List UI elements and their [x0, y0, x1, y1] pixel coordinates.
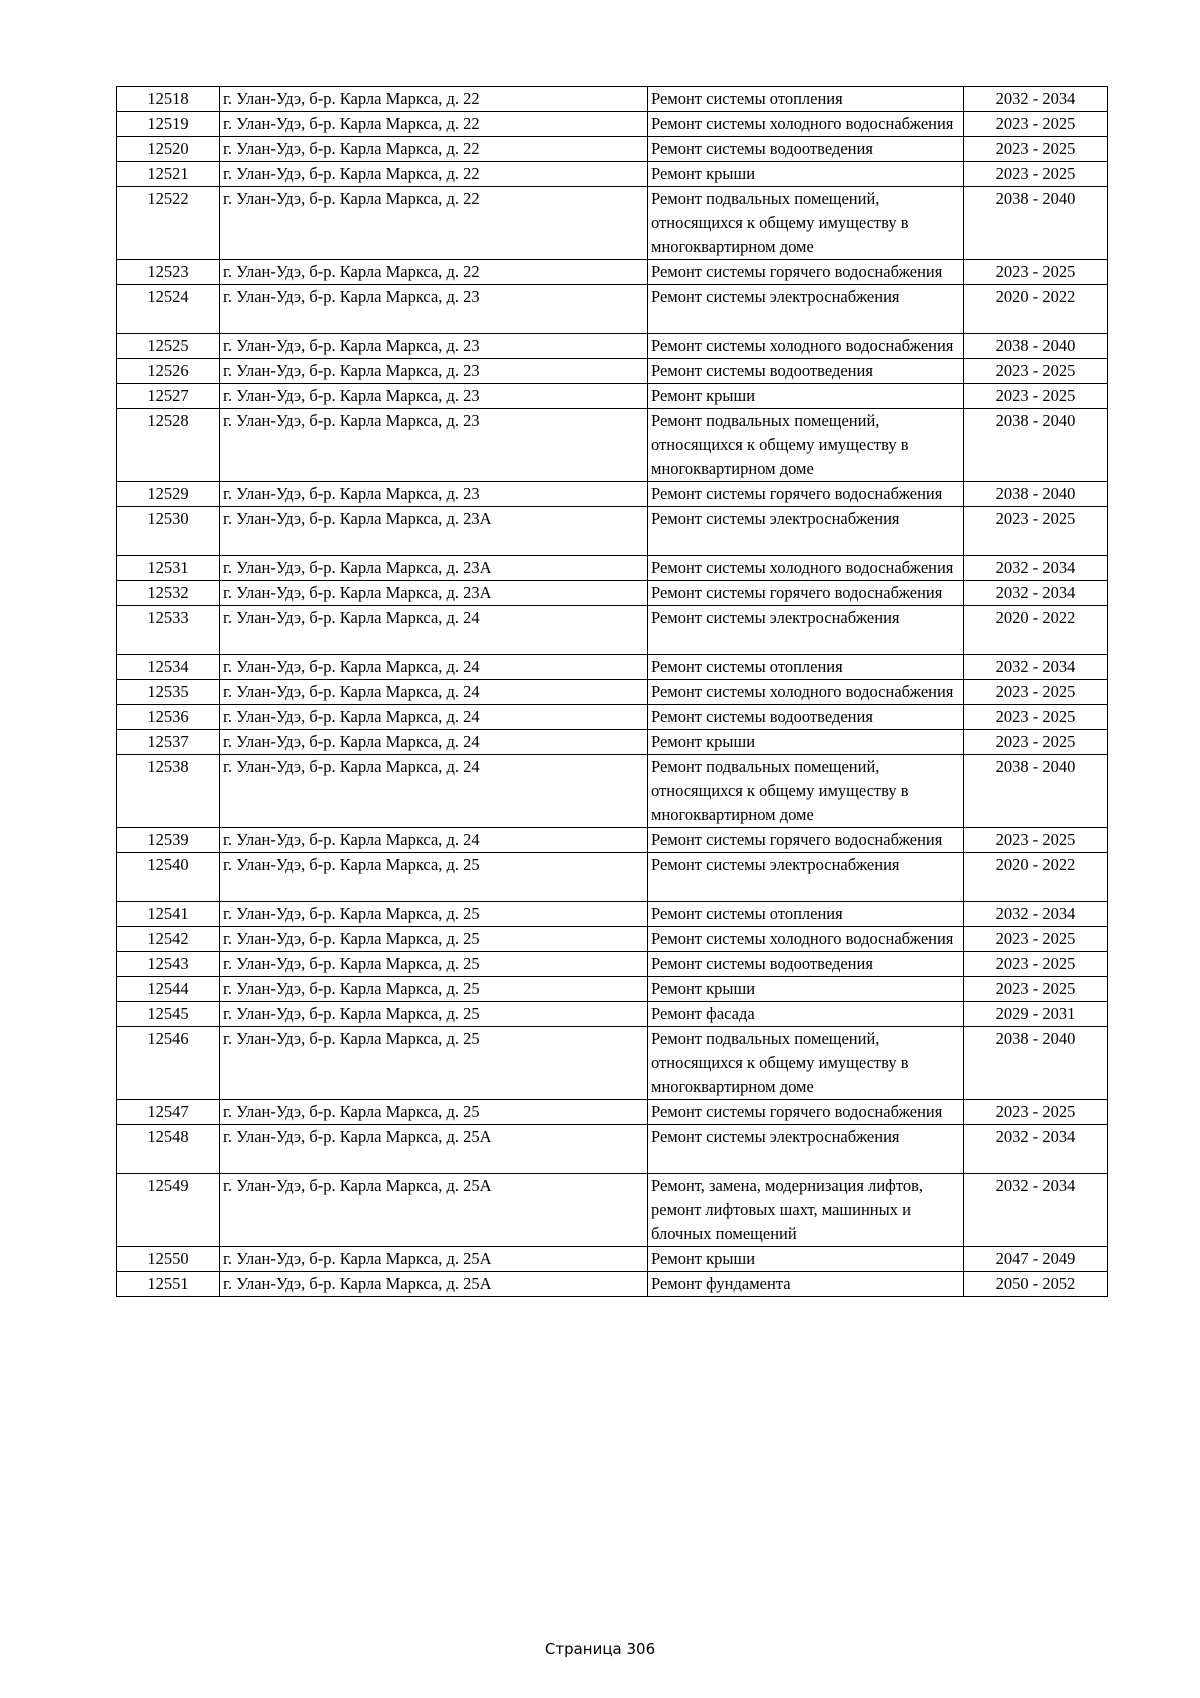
row-address: г. Улан-Удэ, б-р. Карла Маркса, д. 24	[220, 680, 648, 705]
row-number: 12526	[117, 359, 220, 384]
row-work-type: Ремонт системы горячего водоснабжения	[648, 482, 964, 507]
row-address: г. Улан-Удэ, б-р. Карла Маркса, д. 25	[220, 1002, 648, 1027]
row-number: 12536	[117, 705, 220, 730]
table-row	[117, 1002, 1108, 1027]
table-row	[117, 285, 1108, 334]
row-period: 2032 - 2034	[964, 655, 1108, 680]
table-row	[117, 902, 1108, 927]
row-period: 2023 - 2025	[964, 680, 1108, 705]
row-address: г. Улан-Удэ, б-р. Карла Маркса, д. 23А	[220, 556, 648, 581]
row-period: 2020 - 2022	[964, 853, 1108, 902]
row-address: г. Улан-Удэ, б-р. Карла Маркса, д. 25	[220, 853, 648, 902]
row-work-type: Ремонт крыши	[648, 977, 964, 1002]
page-number: Страница 306	[544, 1640, 656, 1658]
row-number: 12543	[117, 952, 220, 977]
row-address: г. Улан-Удэ, б-р. Карла Маркса, д. 24	[220, 755, 648, 828]
row-number: 12520	[117, 137, 220, 162]
table-row	[117, 1247, 1108, 1272]
table-row	[117, 359, 1108, 384]
row-address: г. Улан-Удэ, б-р. Карла Маркса, д. 24	[220, 606, 648, 655]
row-period: 2050 - 2052	[964, 1272, 1108, 1297]
row-period: 2023 - 2025	[964, 927, 1108, 952]
row-address: г. Улан-Удэ, б-р. Карла Маркса, д. 25А	[220, 1272, 648, 1297]
row-address: г. Улан-Удэ, б-р. Карла Маркса, д. 25	[220, 1027, 648, 1100]
row-period: 2038 - 2040	[964, 334, 1108, 359]
row-address: г. Улан-Удэ, б-р. Карла Маркса, д. 23	[220, 285, 648, 334]
row-work-type: Ремонт системы горячего водоснабжения	[648, 260, 964, 285]
row-work-type: Ремонт системы отопления	[648, 655, 964, 680]
row-number: 12545	[117, 1002, 220, 1027]
row-address: г. Улан-Удэ, б-р. Карла Маркса, д. 25	[220, 952, 648, 977]
row-period: 2038 - 2040	[964, 482, 1108, 507]
row-address: г. Улан-Удэ, б-р. Карла Маркса, д. 22	[220, 187, 648, 260]
row-number: 12544	[117, 977, 220, 1002]
table-row	[117, 507, 1108, 556]
row-work-type: Ремонт крыши	[648, 1247, 964, 1272]
row-work-type: Ремонт системы горячего водоснабжения	[648, 828, 964, 853]
row-period: 2023 - 2025	[964, 162, 1108, 187]
table-row	[117, 1174, 1108, 1247]
row-number: 12537	[117, 730, 220, 755]
row-number: 12538	[117, 755, 220, 828]
works-table	[116, 86, 1108, 1297]
row-address: г. Улан-Удэ, б-р. Карла Маркса, д. 22	[220, 87, 648, 112]
row-period: 2032 - 2034	[964, 1125, 1108, 1174]
row-work-type: Ремонт системы холодного водоснабжения	[648, 112, 964, 137]
row-work-type: Ремонт системы электроснабжения	[648, 853, 964, 902]
row-address: г. Улан-Удэ, б-р. Карла Маркса, д. 23	[220, 359, 648, 384]
table-row	[117, 655, 1108, 680]
row-period: 2023 - 2025	[964, 260, 1108, 285]
row-period: 2023 - 2025	[964, 112, 1108, 137]
row-work-type: Ремонт системы холодного водоснабжения	[648, 927, 964, 952]
row-work-type: Ремонт системы холодного водоснабжения	[648, 556, 964, 581]
table-row	[117, 162, 1108, 187]
row-number: 12540	[117, 853, 220, 902]
table-row	[117, 409, 1108, 482]
row-work-type: Ремонт системы отопления	[648, 902, 964, 927]
row-work-type: Ремонт крыши	[648, 162, 964, 187]
row-address: г. Улан-Удэ, б-р. Карла Маркса, д. 25А	[220, 1247, 648, 1272]
table-row	[117, 112, 1108, 137]
row-number: 12534	[117, 655, 220, 680]
row-number: 12532	[117, 581, 220, 606]
row-work-type: Ремонт системы электроснабжения	[648, 606, 964, 655]
row-address: г. Улан-Удэ, б-р. Карла Маркса, д. 22	[220, 112, 648, 137]
row-period: 2020 - 2022	[964, 606, 1108, 655]
row-work-type: Ремонт системы электроснабжения	[648, 1125, 964, 1174]
row-number: 12541	[117, 902, 220, 927]
row-address: г. Улан-Удэ, б-р. Карла Маркса, д. 24	[220, 828, 648, 853]
table-row	[117, 482, 1108, 507]
row-period: 2032 - 2034	[964, 581, 1108, 606]
row-number: 12518	[117, 87, 220, 112]
row-period: 2032 - 2034	[964, 556, 1108, 581]
row-work-type: Ремонт фундамента	[648, 1272, 964, 1297]
row-work-type: Ремонт системы горячего водоснабжения	[648, 581, 964, 606]
row-work-type: Ремонт системы водоотведения	[648, 359, 964, 384]
row-address: г. Улан-Удэ, б-р. Карла Маркса, д. 23	[220, 384, 648, 409]
row-address: г. Улан-Удэ, б-р. Карла Маркса, д. 25	[220, 902, 648, 927]
row-period: 2038 - 2040	[964, 409, 1108, 482]
row-number: 12525	[117, 334, 220, 359]
row-address: г. Улан-Удэ, б-р. Карла Маркса, д. 25	[220, 927, 648, 952]
row-address: г. Улан-Удэ, б-р. Карла Маркса, д. 22	[220, 260, 648, 285]
table-row	[117, 977, 1108, 1002]
table-row	[117, 1272, 1108, 1297]
table-row	[117, 952, 1108, 977]
row-number: 12546	[117, 1027, 220, 1100]
row-number: 12547	[117, 1100, 220, 1125]
row-number: 12529	[117, 482, 220, 507]
row-number: 12523	[117, 260, 220, 285]
row-work-type: Ремонт системы электроснабжения	[648, 507, 964, 556]
table-row	[117, 1125, 1108, 1174]
row-period: 2023 - 2025	[964, 705, 1108, 730]
row-work-type: Ремонт системы холодного водоснабжения	[648, 680, 964, 705]
row-period: 2023 - 2025	[964, 977, 1108, 1002]
row-number: 12533	[117, 606, 220, 655]
row-number: 12549	[117, 1174, 220, 1247]
table-row	[117, 680, 1108, 705]
row-work-type: Ремонт подвальных помещений, относящихся к общему имуществу в многоквартирном доме	[648, 409, 964, 482]
row-work-type: Ремонт подвальных помещений, относящихся к общему имуществу в многоквартирном доме	[648, 1027, 964, 1100]
works-table-body	[117, 87, 1108, 1297]
row-number: 12535	[117, 680, 220, 705]
row-number: 12551	[117, 1272, 220, 1297]
table-row	[117, 828, 1108, 853]
row-period: 2032 - 2034	[964, 902, 1108, 927]
row-address: г. Улан-Удэ, б-р. Карла Маркса, д. 24	[220, 655, 648, 680]
row-period: 2023 - 2025	[964, 730, 1108, 755]
table-row	[117, 755, 1108, 828]
row-period: 2032 - 2034	[964, 1174, 1108, 1247]
row-work-type: Ремонт системы водоотведения	[648, 137, 964, 162]
row-work-type: Ремонт подвальных помещений, относящихся к общему имуществу в многоквартирном доме	[648, 187, 964, 260]
row-period: 2023 - 2025	[964, 137, 1108, 162]
row-work-type: Ремонт крыши	[648, 384, 964, 409]
row-period: 2032 - 2034	[964, 87, 1108, 112]
row-number: 12530	[117, 507, 220, 556]
table-row	[117, 927, 1108, 952]
row-work-type: Ремонт, замена, модернизация лифтов, ремонт лифтовых шахт, машинных и блочных помещений	[648, 1174, 964, 1247]
row-number: 12527	[117, 384, 220, 409]
row-work-type: Ремонт системы отопления	[648, 87, 964, 112]
row-work-type: Ремонт фасада	[648, 1002, 964, 1027]
table-row	[117, 730, 1108, 755]
row-number: 12550	[117, 1247, 220, 1272]
row-work-type: Ремонт системы водоотведения	[648, 705, 964, 730]
row-work-type: Ремонт крыши	[648, 730, 964, 755]
row-address: г. Улан-Удэ, б-р. Карла Маркса, д. 25А	[220, 1125, 648, 1174]
row-address: г. Улан-Удэ, б-р. Карла Маркса, д. 25	[220, 1100, 648, 1125]
row-number: 12531	[117, 556, 220, 581]
row-address: г. Улан-Удэ, б-р. Карла Маркса, д. 25А	[220, 1174, 648, 1247]
table-row	[117, 556, 1108, 581]
row-number: 12542	[117, 927, 220, 952]
row-address: г. Улан-Удэ, б-р. Карла Маркса, д. 23А	[220, 507, 648, 556]
table-row	[117, 87, 1108, 112]
table-row	[117, 187, 1108, 260]
row-period: 2029 - 2031	[964, 1002, 1108, 1027]
row-address: г. Улан-Удэ, б-р. Карла Маркса, д. 25	[220, 977, 648, 1002]
row-address: г. Улан-Удэ, б-р. Карла Маркса, д. 23	[220, 409, 648, 482]
table-row	[117, 260, 1108, 285]
row-number: 12522	[117, 187, 220, 260]
row-number: 12539	[117, 828, 220, 853]
row-address: г. Улан-Удэ, б-р. Карла Маркса, д. 23	[220, 334, 648, 359]
table-row	[117, 137, 1108, 162]
row-period: 2038 - 2040	[964, 1027, 1108, 1100]
row-number: 12528	[117, 409, 220, 482]
row-number: 12524	[117, 285, 220, 334]
row-period: 2038 - 2040	[964, 755, 1108, 828]
table-row	[117, 384, 1108, 409]
row-address: г. Улан-Удэ, б-р. Карла Маркса, д. 22	[220, 137, 648, 162]
row-period: 2023 - 2025	[964, 1100, 1108, 1125]
row-address: г. Улан-Удэ, б-р. Карла Маркса, д. 24	[220, 705, 648, 730]
row-work-type: Ремонт системы горячего водоснабжения	[648, 1100, 964, 1125]
row-period: 2047 - 2049	[964, 1247, 1108, 1272]
row-number: 12519	[117, 112, 220, 137]
row-address: г. Улан-Удэ, б-р. Карла Маркса, д. 23А	[220, 581, 648, 606]
table-row	[117, 853, 1108, 902]
table-row	[117, 334, 1108, 359]
table-row	[117, 1100, 1108, 1125]
row-work-type: Ремонт системы холодного водоснабжения	[648, 334, 964, 359]
row-period: 2023 - 2025	[964, 384, 1108, 409]
table-row	[117, 705, 1108, 730]
row-period: 2023 - 2025	[964, 828, 1108, 853]
row-work-type: Ремонт системы электроснабжения	[648, 285, 964, 334]
row-number: 12548	[117, 1125, 220, 1174]
row-address: г. Улан-Удэ, б-р. Карла Маркса, д. 24	[220, 730, 648, 755]
table-row	[117, 581, 1108, 606]
row-address: г. Улан-Удэ, б-р. Карла Маркса, д. 23	[220, 482, 648, 507]
row-period: 2020 - 2022	[964, 285, 1108, 334]
row-work-type: Ремонт системы водоотведения	[648, 952, 964, 977]
table-row	[117, 606, 1108, 655]
table-row	[117, 1027, 1108, 1100]
row-period: 2038 - 2040	[964, 187, 1108, 260]
row-period: 2023 - 2025	[964, 359, 1108, 384]
row-period: 2023 - 2025	[964, 507, 1108, 556]
row-number: 12521	[117, 162, 220, 187]
row-address: г. Улан-Удэ, б-р. Карла Маркса, д. 22	[220, 162, 648, 187]
row-work-type: Ремонт подвальных помещений, относящихся к общему имуществу в многоквартирном доме	[648, 755, 964, 828]
row-period: 2023 - 2025	[964, 952, 1108, 977]
